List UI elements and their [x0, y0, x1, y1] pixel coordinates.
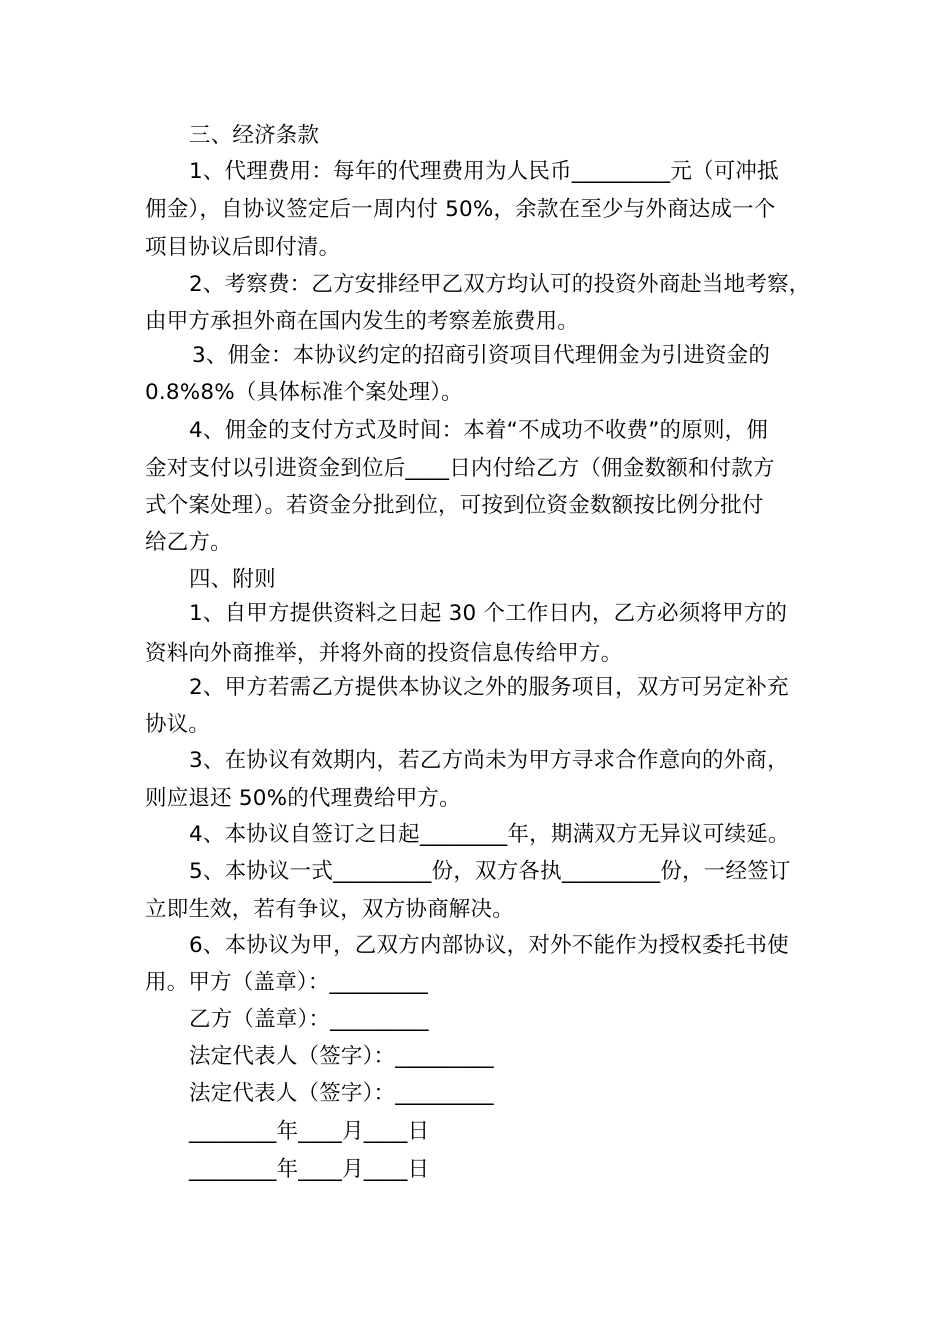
signature-legal-rep-a: 法定代表人（签字）：_________: [189, 1044, 494, 1069]
clause-agency-fee-cont: 项目协议后即付清。: [145, 235, 341, 260]
clause-commission: 3、佣金：本协议约定的招商引资项目代理佣金为引进资金的: [192, 343, 771, 368]
clause-term: 4、本协议自签订之日起________年，期满双方无异议可续延。: [189, 822, 790, 847]
clause-refund-cont: 则应退还 50%的代理费给甲方。: [145, 786, 461, 811]
clause-payment-method: 4、佣金的支付方式及时间：本着“不成功不收费”的原则，佣: [189, 418, 769, 443]
clause-payment-method-cont: 金对支付以引进资金到位后____日内付给乙方（佣金数额和付款方: [145, 456, 775, 481]
clause-payment-method-cont: 给乙方。: [145, 530, 232, 555]
clause-copies-cont: 立即生效，若有争议，双方协商解决。: [145, 897, 514, 922]
clause-refund: 3、在协议有效期内，若乙方尚未为甲方寻求合作意向的外商，: [189, 748, 789, 773]
section-heading-supplementary: 四、附则: [189, 567, 276, 592]
signature-party-a: 用。甲方（盖章）：_________: [145, 970, 429, 995]
clause-payment-method-cont: 式个案处理）。若资金分批到位，可按到位资金数额按比例分批付: [145, 493, 764, 518]
clause-inspection-fee: 2、考察费：乙方安排经甲乙双方均认可的投资外商赴当地考察，: [189, 272, 811, 297]
clause-extra-services-cont: 协议。: [145, 712, 211, 737]
signature-date-b: ________年____月____日: [189, 1157, 430, 1182]
signature-date-a: ________年____月____日: [189, 1119, 430, 1144]
clause-internal-agreement: 6、本协议为甲，乙双方内部协议，对外不能作为授权委托书使: [189, 933, 789, 958]
signature-legal-rep-b: 法定代表人（签字）：_________: [189, 1081, 494, 1106]
clause-inspection-fee-cont: 由甲方承担外商在国内发生的考察差旅费用。: [145, 309, 580, 334]
clause-commission-cont: 0.8%8%（具体标准个案处理）。: [145, 380, 463, 405]
clause-agency-fee-cont: 佣金），自协议签定后一周内付 50%，余款在至少与外商达成一个: [145, 197, 776, 222]
clause-copies: 5、本协议一式_________份，双方各执_________份，一经签订: [189, 859, 791, 884]
clause-extra-services: 2、甲方若需乙方提供本协议之外的服务项目，双方可另定补充: [189, 675, 789, 700]
section-heading-economic-terms: 三、经济条款: [189, 123, 320, 148]
clause-materials-cont: 资料向外商推举，并将外商的投资信息传给甲方。: [145, 641, 623, 666]
signature-party-b: 乙方（盖章）：_________: [189, 1007, 429, 1032]
clause-materials: 1、自甲方提供资料之日起 30 个工作日内，乙方必须将甲方的: [189, 601, 788, 626]
clause-agency-fee: 1、代理费用：每年的代理费用为人民币_________元（可冲抵: [189, 159, 779, 184]
